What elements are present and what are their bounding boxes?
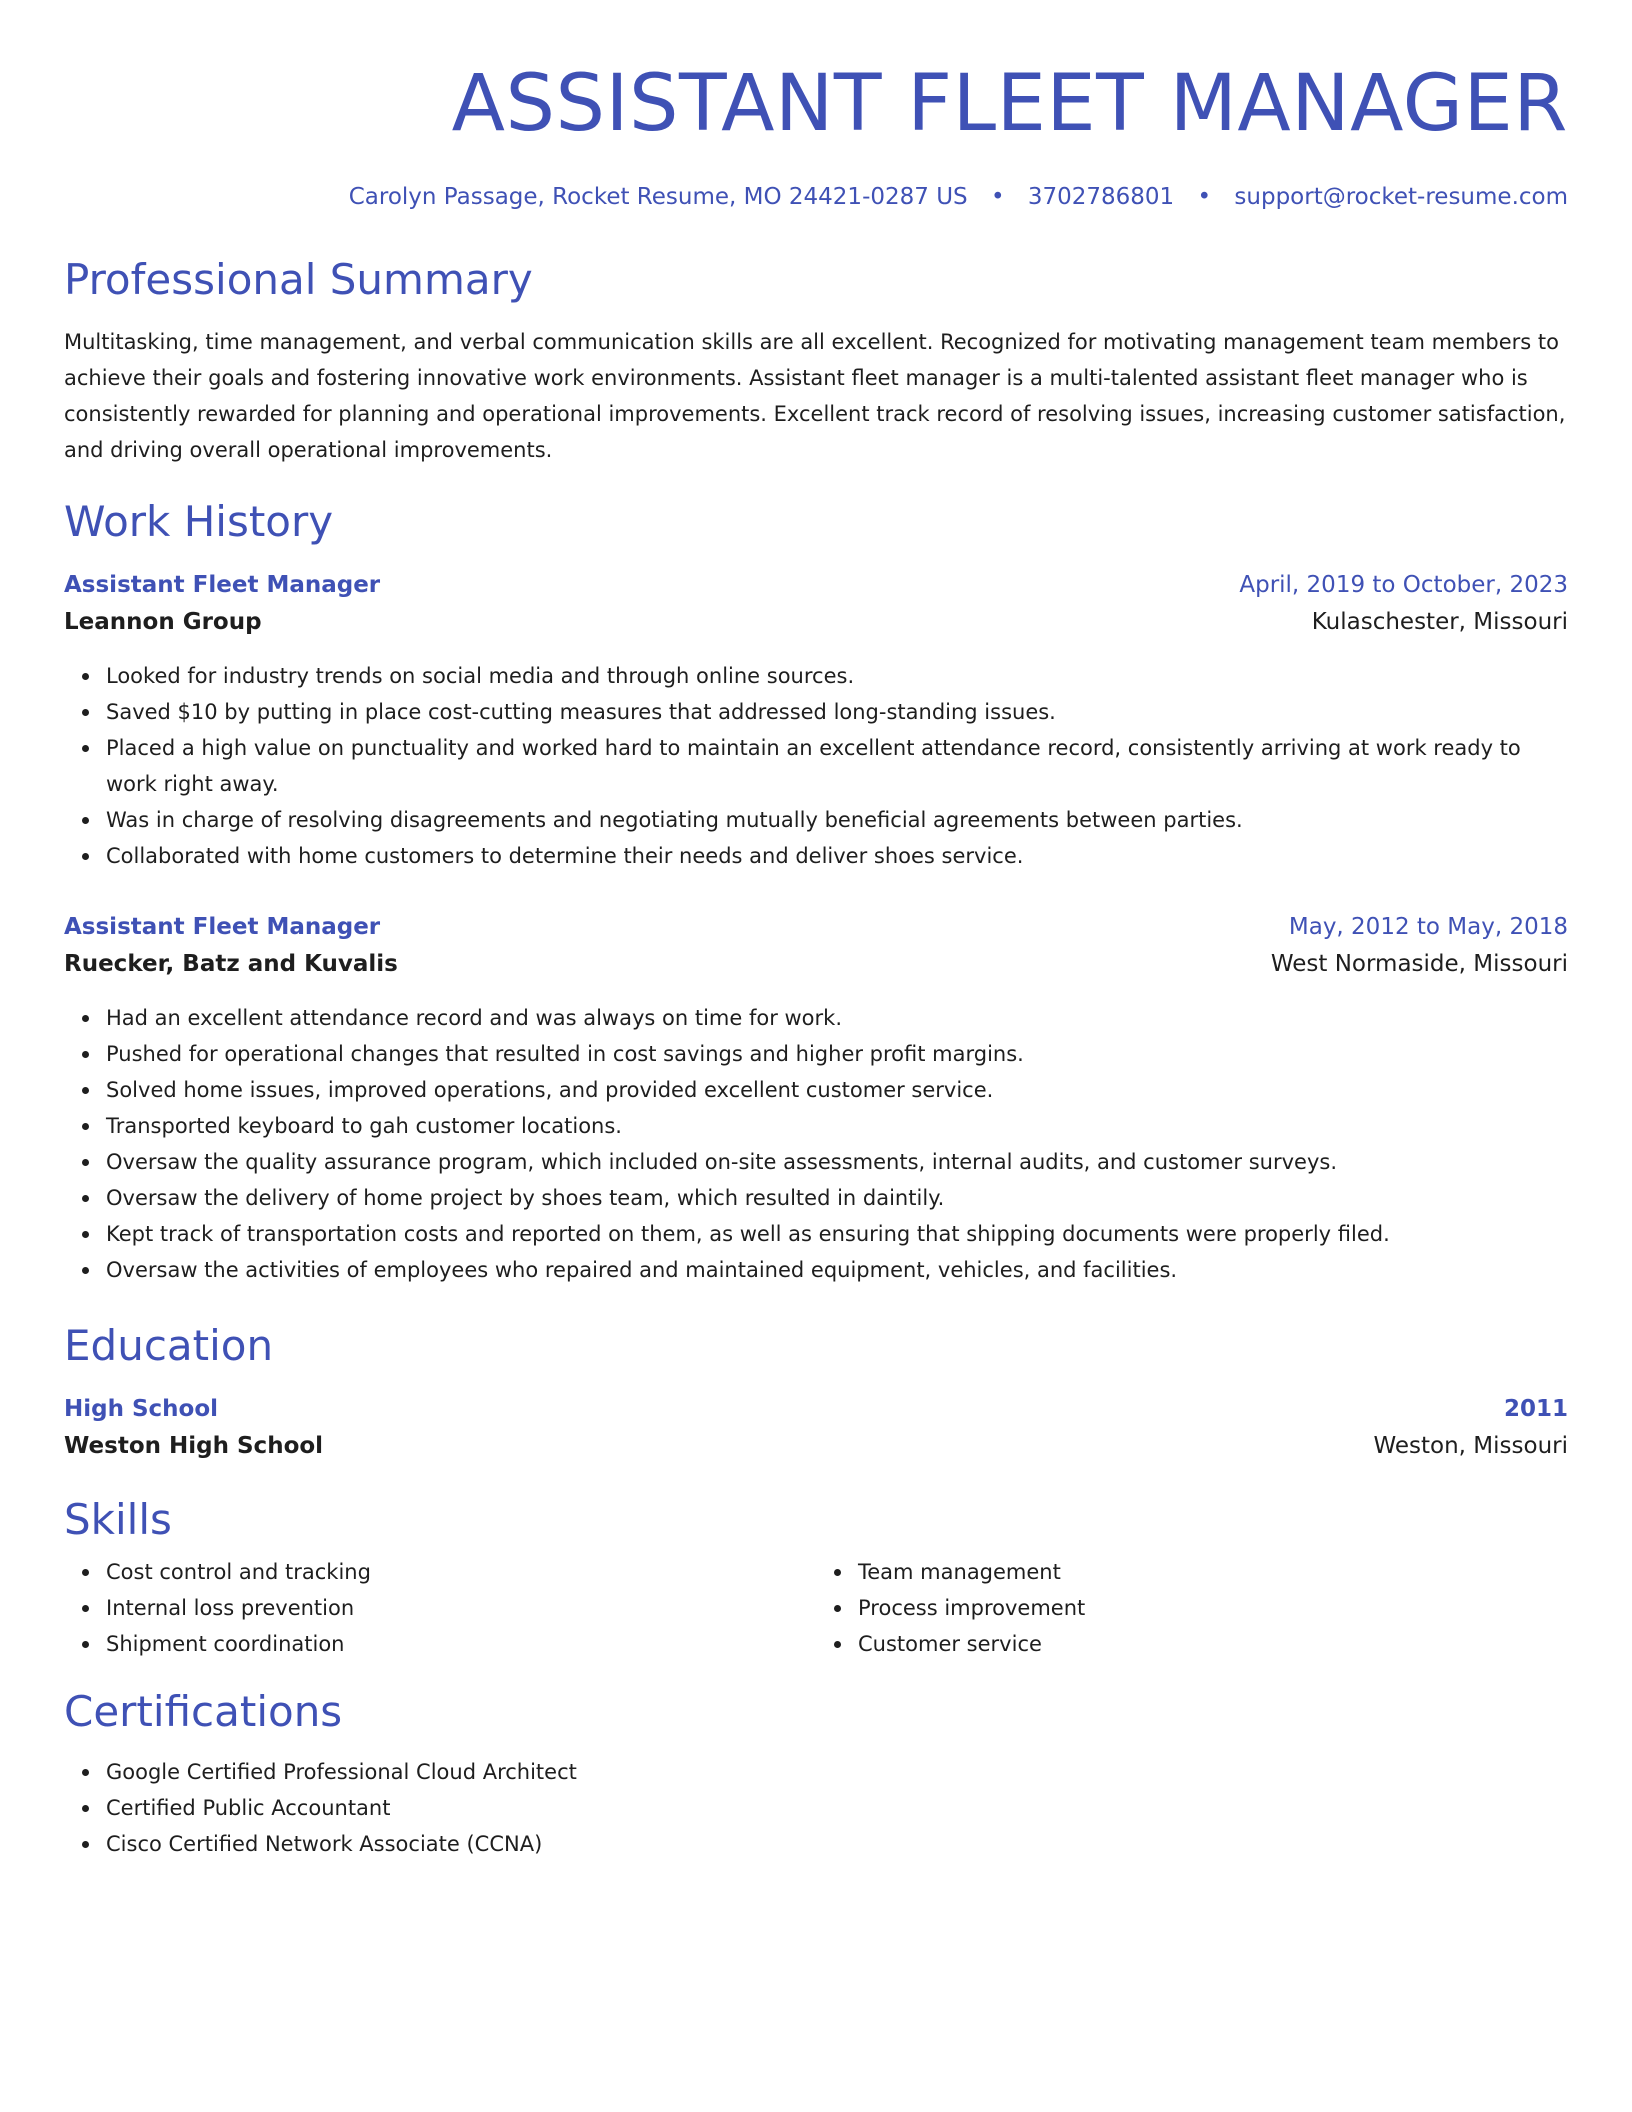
education-school: Weston High School: [64, 1433, 324, 1459]
job-company: Ruecker, Batz and Kuvalis: [64, 951, 398, 977]
list-item: Customer service: [858, 1626, 1568, 1662]
list-item: Team management: [858, 1554, 1568, 1590]
job-role: Assistant Fleet Manager: [64, 914, 381, 940]
job-bullets: [64, 1000, 1568, 1288]
list-item: Solved home issues, improved operations, and provided excellent customer service.: [106, 1072, 1568, 1108]
job-entry: [64, 568, 1568, 874]
candidate-title: ASSISTANT FLEET MANAGER: [451, 59, 1568, 149]
list-item: Oversaw the delivery of home project by shoes team, which resulted in daintily.: [106, 1180, 1568, 1216]
skills-grid: [64, 1554, 1568, 1662]
resume-header: [64, 56, 1568, 212]
list-item: Placed a high value on punctuality and worked hard to maintain an excellent attendance record, consistently arriving at work ready to work right away.: [106, 730, 1568, 802]
skills-heading: Skills: [64, 1495, 172, 1544]
list-item: Had an excellent attendance record and was always on time for work.: [106, 1000, 1568, 1036]
list-item: Pushed for operational changes that resulted in cost savings and higher profit margins.: [106, 1036, 1568, 1072]
list-item: Kept track of transportation costs and reported on them, as well as ensuring that shipping documents were properly filed.: [106, 1216, 1568, 1252]
list-item: Oversaw the activities of employees who repaired and maintained equipment, vehicles, and facilities.: [106, 1252, 1568, 1288]
contact-separator: •: [1197, 184, 1212, 210]
skills-list: [64, 1554, 816, 1662]
education-location: Weston, Missouri: [1373, 1433, 1568, 1459]
contact-address: Carolyn Passage, Rocket Resume, MO 24421-0287 US: [348, 184, 968, 210]
summary-text: Multitasking, time management, and verbal communication skills are all excellent. Recognized for motivating management team members to achieve their goals and fostering innovative work environments. Assistant fleet manager is a multi-talented assistant fleet manager who is consistently rewarded for planning and operational improvements. Excellent track record of resolving issues, increasing customer satisfaction, and driving overall operational improvements.: [64, 330, 1566, 462]
education-degree: High School: [64, 1396, 219, 1422]
list-item: Looked for industry trends on social media and through online sources.: [106, 658, 1568, 694]
certifications-section: [64, 1686, 1568, 1862]
education-section: [64, 1320, 1568, 1466]
job-company: Leannon Group: [64, 609, 262, 635]
work-history-heading: Work History: [64, 497, 334, 546]
job-location: Kulaschester, Missouri: [1311, 609, 1568, 635]
skills-column-right: [816, 1554, 1568, 1662]
job-entry: [64, 910, 1568, 1288]
list-item: Google Certified Professional Cloud Architect: [106, 1754, 1568, 1790]
summary-section: [64, 254, 1568, 468]
contact-separator: •: [990, 184, 1005, 210]
list-item: Cisco Certified Network Associate (CCNA): [106, 1826, 1568, 1862]
job-bullets: [64, 658, 1568, 874]
list-item: Certified Public Accountant: [106, 1790, 1568, 1826]
education-entry: [64, 1392, 1568, 1466]
contact-email: support@rocket-resume.com: [1234, 184, 1568, 210]
list-item: Saved $10 by putting in place cost-cutting measures that addressed long-standing issues.: [106, 694, 1568, 730]
list-item: Cost control and tracking: [106, 1554, 816, 1590]
education-heading: Education: [64, 1321, 274, 1370]
list-item: Transported keyboard to gah customer locations.: [106, 1108, 1568, 1144]
education-year: 2011: [1503, 1396, 1568, 1422]
certifications-list: [64, 1754, 1568, 1862]
job-role: Assistant Fleet Manager: [64, 572, 381, 598]
contact-phone: 3702786801: [1027, 184, 1175, 210]
list-item: Oversaw the quality assurance program, which included on-site assessments, internal audits, and customer surveys.: [106, 1144, 1568, 1180]
skills-list: [816, 1554, 1568, 1662]
summary-heading: Professional Summary: [64, 255, 533, 304]
contact-line: [64, 182, 1568, 212]
list-item: Was in charge of resolving disagreements and negotiating mutually beneficial agreements between parties.: [106, 802, 1568, 838]
work-history-section: [64, 496, 1568, 1288]
list-item: Internal loss prevention: [106, 1590, 816, 1626]
certifications-heading: Certifications: [64, 1687, 343, 1736]
list-item: Collaborated with home customers to determine their needs and deliver shoes service.: [106, 838, 1568, 874]
skills-column-left: [64, 1554, 816, 1662]
job-location: West Normaside, Missouri: [1270, 951, 1568, 977]
list-item: Process improvement: [858, 1590, 1568, 1626]
job-dates: April, 2019 to October, 2023: [1239, 572, 1568, 598]
job-dates: May, 2012 to May, 2018: [1288, 914, 1568, 940]
list-item: Shipment coordination: [106, 1626, 816, 1662]
skills-section: [64, 1494, 1568, 1662]
